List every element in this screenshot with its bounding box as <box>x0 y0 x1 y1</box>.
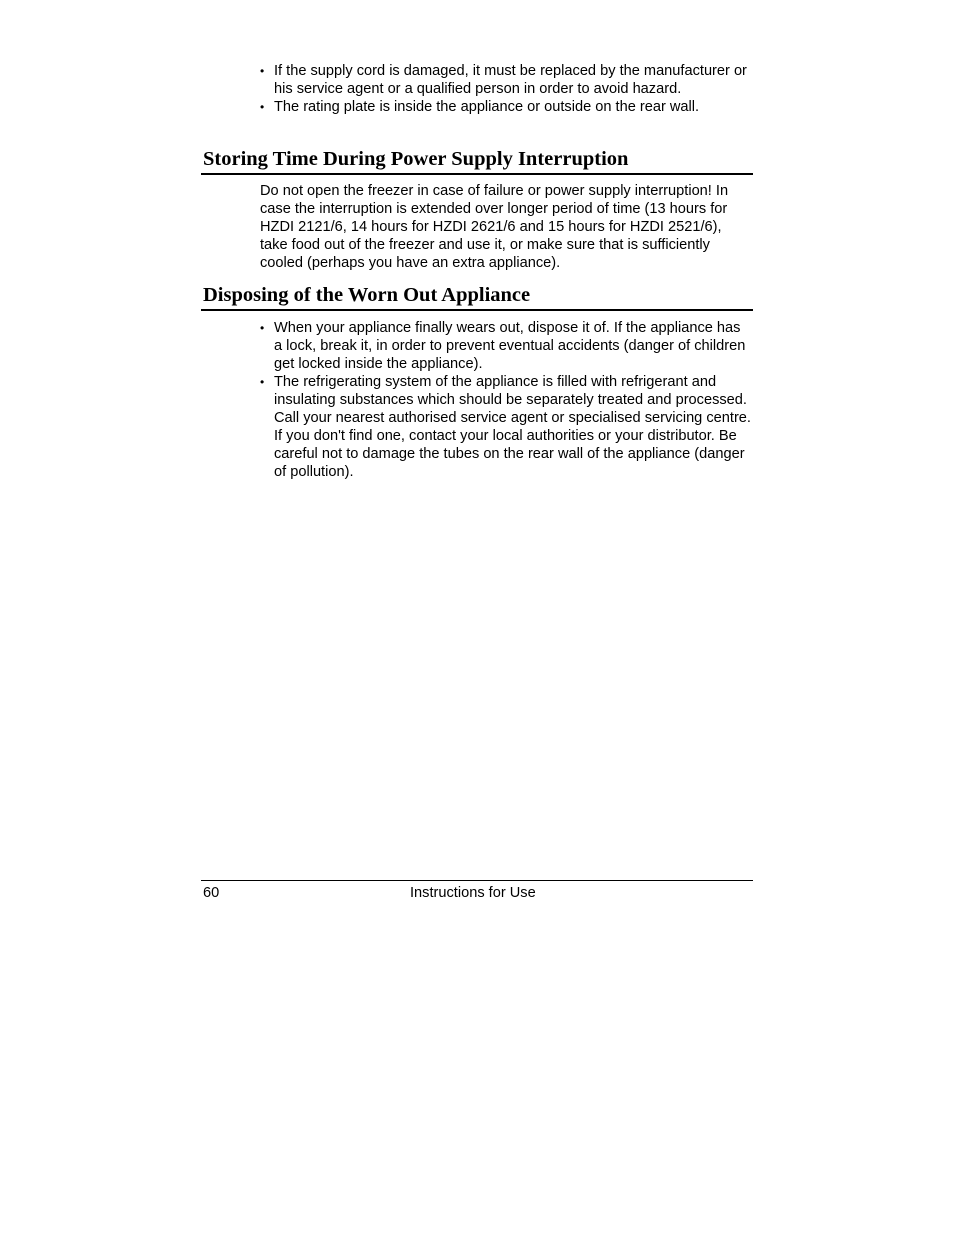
list-item <box>260 373 752 481</box>
storing-time-paragraph: Do not open the freezer in case of failure or power supply interruption! In case the interruption is extended over longer period of time (13 hours for HZDI 2121/6, 14 hours for HZDI 2621/6 and 15 hours for HZDI 2521/6), take food out of the freezer and use it, or make sure that is sufficiently cooled (perhaps you have an extra appliance). <box>260 183 729 271</box>
footer-divider <box>201 880 753 881</box>
bullet-icon: • <box>260 321 265 335</box>
list-item-text: The rating plate is inside the appliance or outside on the rear wall. <box>274 99 700 115</box>
intro-bullet-list <box>260 62 752 116</box>
list-item <box>260 62 752 98</box>
footer-title: Instructions for Use <box>410 885 536 901</box>
list-item <box>260 319 752 373</box>
list-item-text: If the supply cord is damaged, it must be replaced by the manufacturer or his service agent or a qualified person in order to avoid hazard. <box>274 63 747 97</box>
section-heading-storing-time: Storing Time During Power Supply Interruption <box>201 147 753 175</box>
bullet-icon: • <box>260 64 265 78</box>
list-item <box>260 98 752 116</box>
list-item-text: The refrigerating system of the appliance is filled with refrigerant and insulating substances which should be separately treated and processed. Call your nearest authorised service agent or specialised servicing centre. If you don't find one, contact your local authorities or your distributor. Be careful not to damage the tubes on the rear wall of the appliance (danger of pollution). <box>274 374 751 480</box>
bullet-icon: • <box>260 375 265 389</box>
list-item-text: When your appliance finally wears out, dispose it of. If the appliance has a lock, break it, in order to prevent eventual accidents (danger of children get locked inside the appliance). <box>274 320 746 372</box>
bullet-icon: • <box>260 100 265 114</box>
section-heading-disposing: Disposing of the Worn Out Appliance <box>201 283 753 311</box>
page-number: 60 <box>203 885 220 901</box>
disposing-bullet-list <box>260 319 752 481</box>
